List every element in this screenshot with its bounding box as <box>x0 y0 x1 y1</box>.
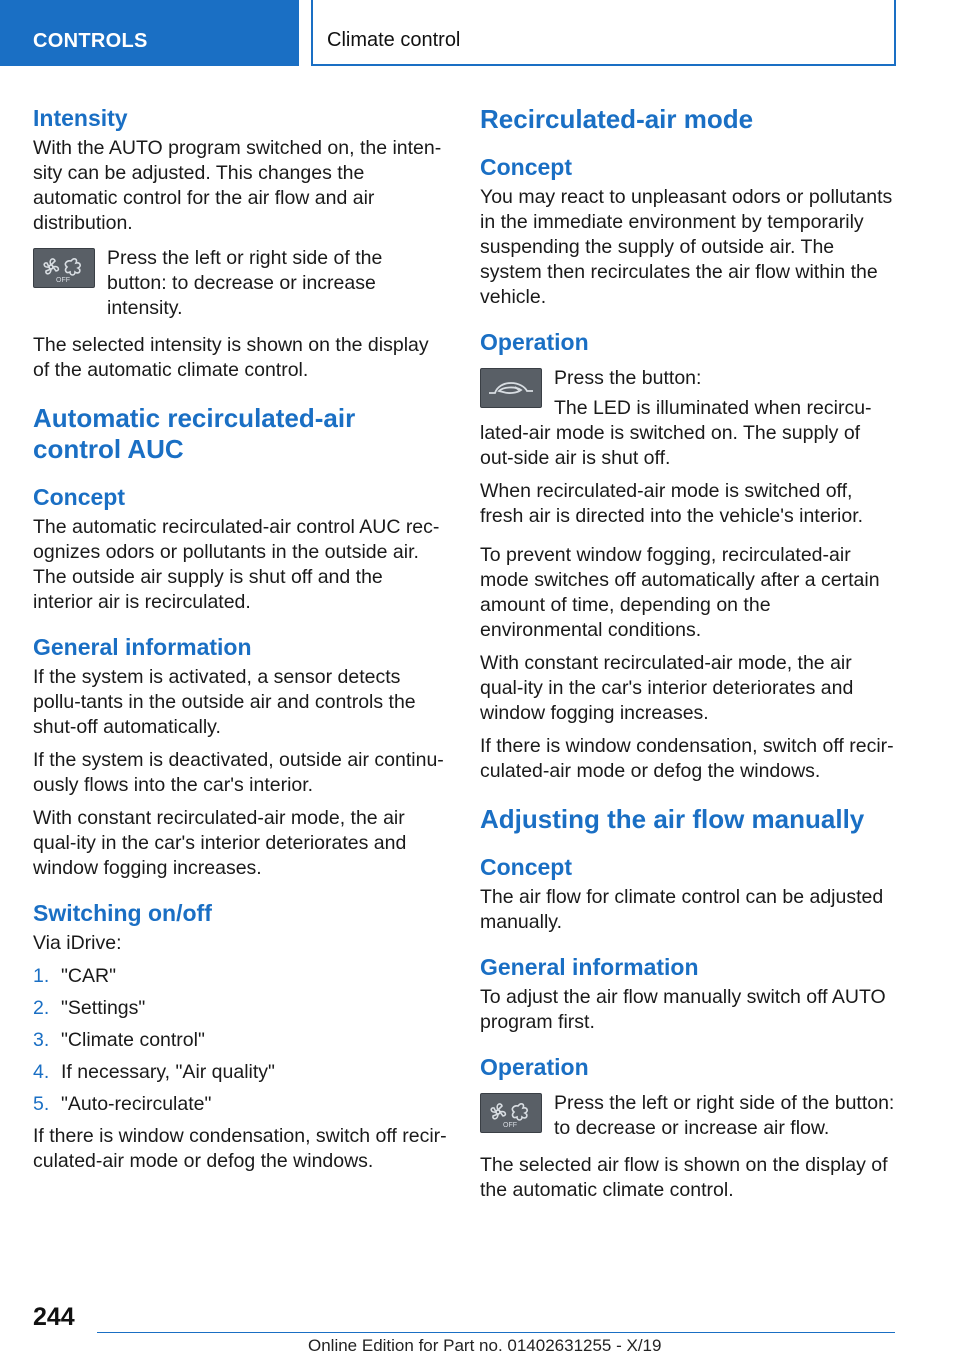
switching-heading: Switching on/off <box>33 900 212 926</box>
intensity-display-text: The selected intensity is shown on the display of the automatic climate control. <box>33 334 429 381</box>
footer-divider <box>97 1332 895 1333</box>
step-text: "Settings" <box>61 997 146 1019</box>
general-information-heading: General information <box>480 954 699 980</box>
operation-heading: Operation <box>480 1054 589 1080</box>
list-item <box>33 1092 447 1117</box>
section-tab <box>0 0 299 66</box>
steps-list <box>33 964 447 1117</box>
adjust-air-flow-heading: Adjusting the air flow manually <box>480 804 865 834</box>
left-column <box>33 104 447 1182</box>
list-item <box>33 964 447 989</box>
press-button-text: Press the button: <box>554 367 702 389</box>
step-text: "Auto-recirculate" <box>61 1093 212 1115</box>
intensity-button-row <box>33 246 447 321</box>
airflow-display-text: The selected air flow is shown on the display of the automatic climate control. <box>480 1154 888 1201</box>
step-number: 2. <box>33 997 50 1019</box>
step-text: "CAR" <box>61 965 117 987</box>
footer-edition: Online Edition for Part no. 01402631255 - X/19 <box>308 1336 662 1355</box>
step-text: If necessary, "Air quality" <box>61 1061 275 1083</box>
intensity-text: With the AUTO program switched on, the inten-sity can be adjusted. This changes the automatic control for the air flow and air distribution. <box>33 137 442 234</box>
switching-after-text: If there is window condensation, switch off recir-culated-air mode or defog the windows. <box>33 1125 447 1172</box>
recirc-off-text: When recirculated-air mode is switched off, fresh air is directed into the vehicle's interior. <box>480 480 864 527</box>
recirculation-car-icon <box>480 368 542 408</box>
led-text: The LED is illuminated when recircu-lated-air mode is switched on. The supply of out-side air is shut off. <box>480 397 872 469</box>
recirc-button-row <box>480 366 898 410</box>
concept-text: The automatic recirculated-air control AUC rec-ognizes odors or pollutants in the outside air. The outside air supply is shut off and the interior air is recirculated. <box>33 516 440 613</box>
fan-off-icon <box>480 1093 542 1133</box>
general-text-1: If the system is activated, a sensor detects pollu-tants in the outside air and controls the shut-off automatically. <box>33 666 416 738</box>
step-number: 1. <box>33 965 50 987</box>
concept2-text: The air flow for climate control can be adjusted manually. <box>480 886 884 933</box>
list-item <box>33 1028 447 1053</box>
concept-heading: Concept <box>480 854 572 880</box>
step-number: 4. <box>33 1061 50 1083</box>
auc-heading: Automatic recirculated-air control AUC <box>33 403 356 464</box>
concept-heading: Concept <box>33 484 125 510</box>
airflow-button-row <box>480 1091 898 1141</box>
page-title: Climate control <box>327 29 461 51</box>
general-information-heading: General information <box>33 634 252 660</box>
svg-text:OFF: OFF <box>503 1122 517 1129</box>
recirculated-air-heading: Recirculated-air mode <box>480 104 754 134</box>
section-label: CONTROLS <box>33 30 148 52</box>
general-text-3: With constant recirculated-air mode, the air qual-ity in the car's interior deteriorates and window fogging increases. <box>33 807 407 879</box>
switching-text: Via iDrive: <box>33 932 122 954</box>
general-text-2: If the system is deactivated, outside air continu-ously flows into the car's interior. <box>33 749 444 796</box>
condensation-text: If there is window condensation, switch off recir-culated-air mode or defog the windows. <box>480 735 894 782</box>
step-number: 3. <box>33 1029 50 1051</box>
step-text: "Climate control" <box>61 1029 205 1051</box>
intensity-button-text: Press the left or right side of the button: to decrease or increase intensity. <box>107 247 383 319</box>
operation-heading: Operation <box>480 329 589 355</box>
list-item <box>33 996 447 1021</box>
concept-text: You may react to unpleasant odors or pollutants in the immediate environment by temporarily suspending the supply of outside air. The system then recirculates the air flow within the vehicle. <box>480 186 893 308</box>
right-column <box>480 104 898 1211</box>
intensity-heading: Intensity <box>33 105 128 131</box>
concept-heading: Concept <box>480 154 572 180</box>
fan-off-icon <box>33 248 95 288</box>
constant-text: With constant recirculated-air mode, the air qual-ity in the car's interior deteriorates and window fogging increases. <box>480 652 854 724</box>
page-number: 244 <box>33 1303 75 1331</box>
page-title-box <box>311 0 896 66</box>
general-text: To adjust the air flow manually switch off AUTO program first. <box>480 986 886 1033</box>
airflow-button-text: Press the left or right side of the button: to decrease or increase air flow. <box>554 1092 895 1139</box>
list-item <box>33 1060 447 1085</box>
fog-text: To prevent window fogging, recirculated-air mode switches off automatically after a certain amount of time, depending on the environmental conditions. <box>480 544 880 641</box>
svg-text:OFF: OFF <box>56 277 70 284</box>
step-number: 5. <box>33 1093 50 1115</box>
